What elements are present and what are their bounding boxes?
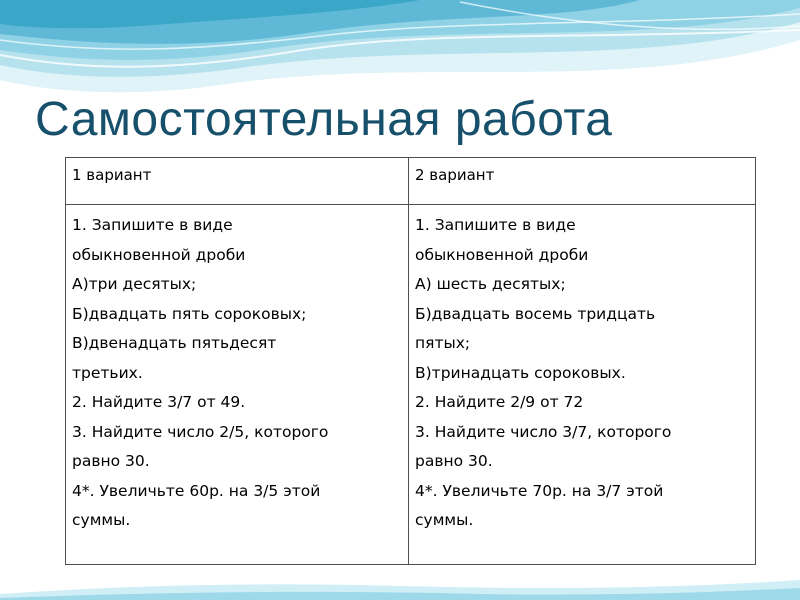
task-line: 2. Найдите 3/7 от 49. — [72, 393, 246, 411]
task-line: обыкновенной дроби — [415, 245, 589, 264]
task-line: Б)двадцать восемь тридцать — [415, 304, 656, 323]
task-line: пятых; — [415, 334, 471, 352]
wave-decoration-bottom — [0, 576, 800, 600]
task-line: 3. Найдите число 2/5, которого — [72, 422, 329, 441]
task-line: 2. Найдите 2/9 от 72 — [415, 393, 584, 411]
header-label: 1 вариант — [72, 166, 152, 184]
task-line: А) шесть десятых; — [415, 275, 566, 293]
variant-1-tasks-cell — [66, 205, 409, 565]
task-line: равно 30. — [415, 452, 493, 470]
task-line: суммы. — [72, 511, 131, 529]
task-line: 4*. Увеличьте 70р. на 3/7 этой — [415, 481, 664, 500]
task-line: обыкновенной дроби — [72, 245, 246, 264]
variants-table — [65, 157, 756, 565]
task-line: 1. Запишите в виде — [415, 216, 576, 234]
task-line: В)тринадцать сороковых. — [415, 363, 626, 382]
task-line: третьих. — [72, 363, 143, 382]
variant-2-tasks-cell — [409, 205, 756, 565]
wave-decoration-top — [0, 0, 800, 100]
header-label: 2 вариант — [415, 166, 495, 184]
task-line: суммы. — [415, 511, 474, 529]
slide-title: Самостоятельная работа — [35, 93, 613, 146]
task-line: 3. Найдите число 3/7, которого — [415, 422, 672, 441]
task-line: А)три десятых; — [72, 275, 197, 293]
table-row — [66, 205, 756, 565]
table-header-row — [66, 158, 756, 205]
task-line: В)двенадцать пятьдесят — [72, 334, 277, 352]
task-line: Б)двадцать пять сороковых; — [72, 304, 307, 323]
header-cell-variant-2 — [409, 158, 756, 205]
header-cell-variant-1 — [66, 158, 409, 205]
task-line: 1. Запишите в виде — [72, 216, 233, 234]
task-line: равно 30. — [72, 452, 150, 470]
task-line: 4*. Увеличьте 60р. на 3/5 этой — [72, 481, 321, 500]
